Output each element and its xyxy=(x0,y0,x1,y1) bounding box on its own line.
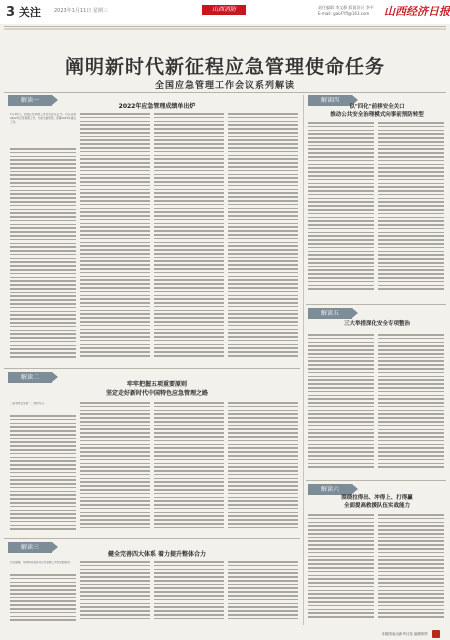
page-headline: 阐明新时代新征程应急管理使命任务 xyxy=(64,56,385,78)
text-column xyxy=(154,402,224,535)
section-tag: 解读二 xyxy=(8,372,52,383)
footer-logo xyxy=(432,630,440,638)
text-column xyxy=(228,561,298,624)
text-column xyxy=(80,561,150,624)
text-column xyxy=(10,148,76,364)
text-column xyxy=(308,334,374,474)
text-column xyxy=(378,334,444,474)
text-column xyxy=(10,415,76,535)
article-paragraph: 会议强调，坚持和完善党对应急管理工作的全面领导。 xyxy=(10,561,73,564)
text-column xyxy=(80,113,150,364)
text-column xyxy=(80,402,150,535)
section-title: 牢牢把握五项重要原则 坚定走好新时代中国特色应急管理之路 xyxy=(105,381,208,397)
header-rule xyxy=(4,26,446,27)
section-tag: 解读六 xyxy=(308,484,352,495)
header-rule-thick xyxy=(4,28,446,30)
text-column xyxy=(154,561,224,624)
text-column xyxy=(308,514,374,624)
text-column xyxy=(154,113,224,364)
section-title: 2022年应急管理成绩单出炉 xyxy=(118,103,196,110)
section-rule xyxy=(306,304,446,305)
page-number: 3 关注 xyxy=(6,5,41,20)
section-tag: 解读五 xyxy=(308,308,352,319)
page-subheadline: 全国应急管理工作会议系列解读 xyxy=(154,81,295,91)
section-tag: 解读四 xyxy=(308,95,352,106)
text-column xyxy=(378,122,444,298)
masthead: 山西经济日报 xyxy=(384,5,450,18)
section-tag: 解读一 xyxy=(8,95,52,106)
section-rule xyxy=(306,480,446,481)
section-rule xyxy=(4,538,300,539)
headline-rule xyxy=(4,92,446,93)
text-column xyxy=(228,402,298,535)
center-logo: 山西消防 xyxy=(202,5,246,15)
text-column xyxy=(228,113,298,364)
column-divider xyxy=(303,95,304,625)
page-footer xyxy=(0,628,450,640)
text-column xyxy=(378,514,444,624)
section-tag: 解读三 xyxy=(8,542,52,553)
section-title: 围绕拉得出、冲得上、打得赢 全面提高救援队伍实战能力 xyxy=(341,495,413,509)
editor-contact: 责任编辑 李文静 版面设计 李平 E-mail: gaoFYfl@163.com xyxy=(318,5,374,16)
section-rule xyxy=(4,368,300,369)
footer-credit: 本版图表由新华社发 编辑制作 xyxy=(381,632,428,636)
text-column xyxy=(308,122,374,298)
section-title: 健全完善四大体系 着力提升整体合力 xyxy=(107,551,207,558)
text-column xyxy=(10,574,76,624)
issue-date: 2023年1月11日 星期三 xyxy=(54,8,108,14)
article-paragraph: 1月10日，全国应急管理工作会议在京召开。会议总结2022年应急管理工作，分析当前形势，部署2023年重点工作。 xyxy=(10,113,76,124)
section-title: 以"四化"前移安全关口 推动公共安全治理模式向事前预防转型 xyxy=(330,104,424,118)
page-header xyxy=(0,0,450,24)
section-title: 三大举措深化安全专项整治 xyxy=(343,321,410,327)
article-paragraph: 二是坚持安全第一，预防为主。 xyxy=(10,402,47,405)
